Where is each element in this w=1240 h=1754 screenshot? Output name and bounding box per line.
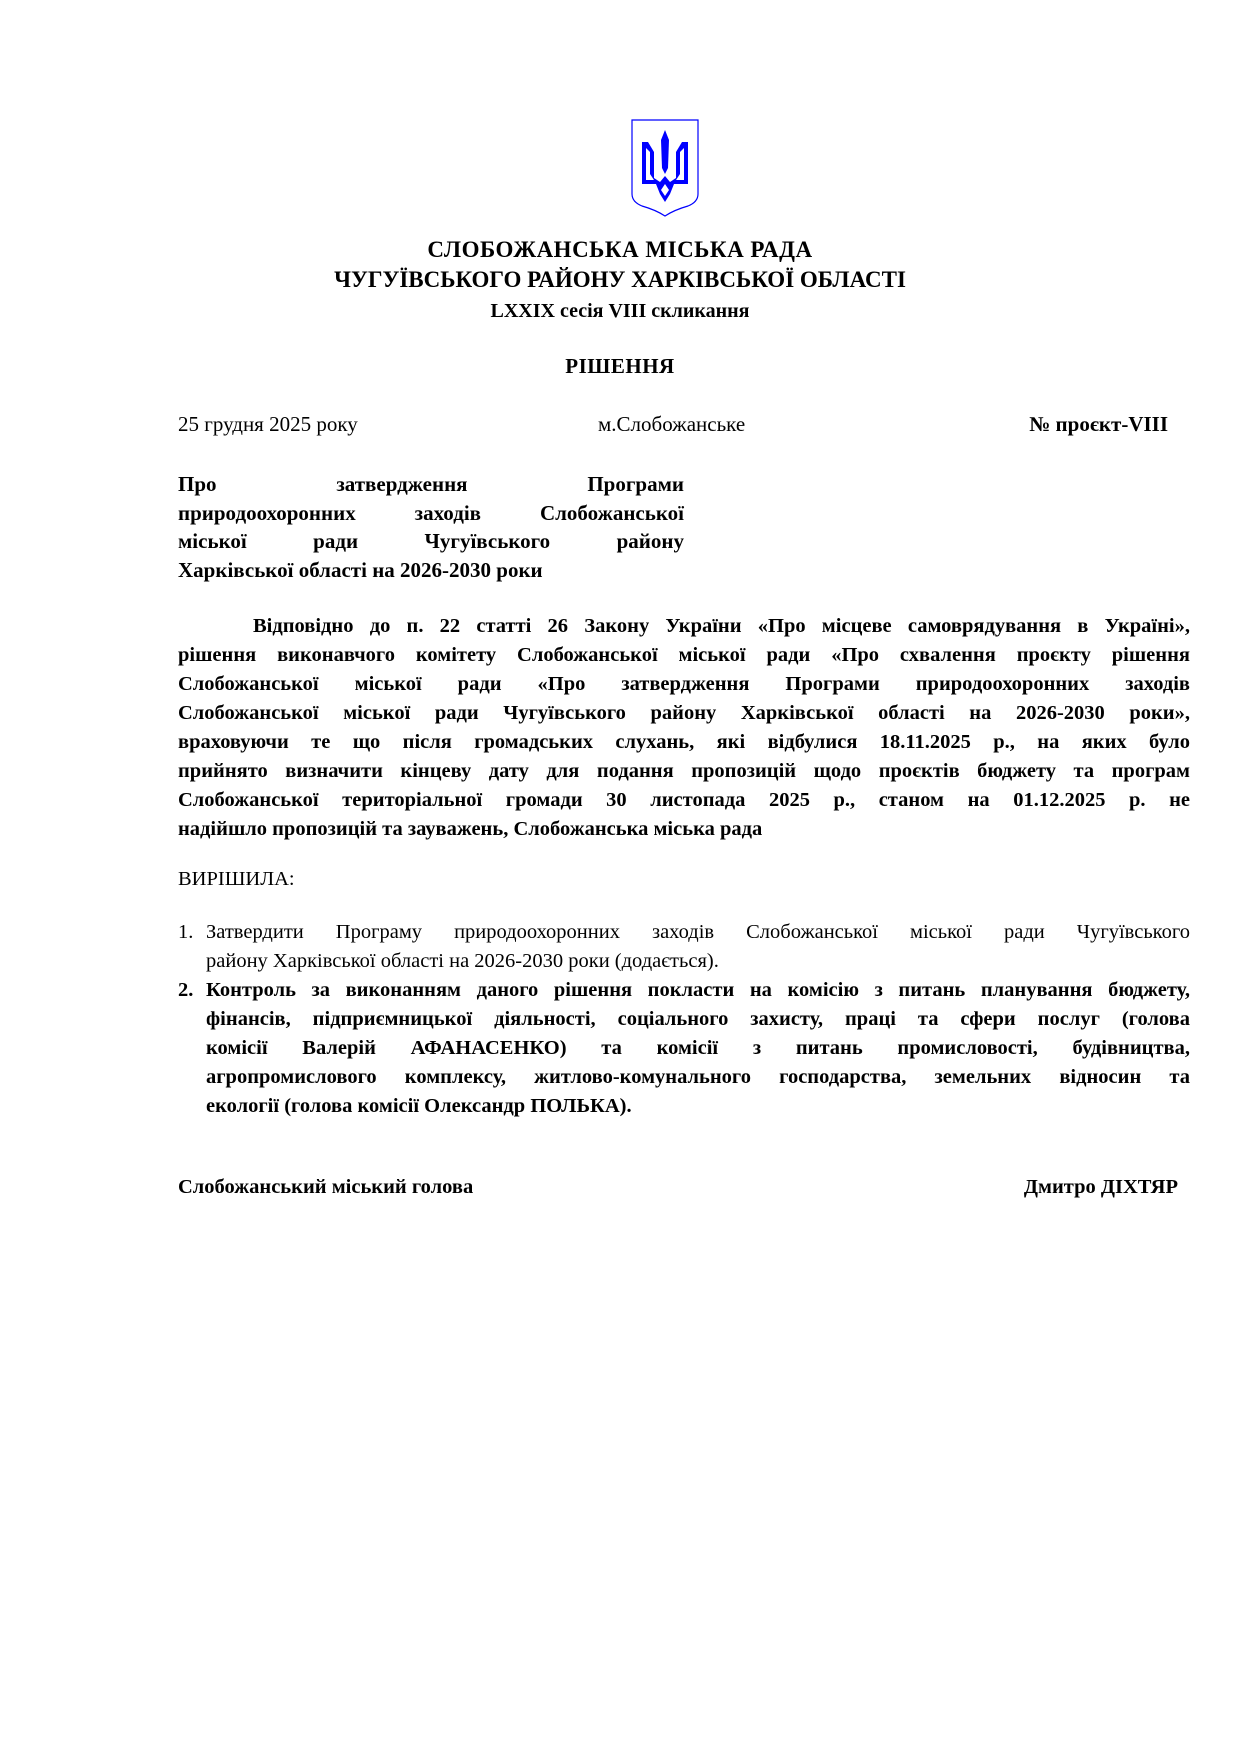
preamble-paragraph — [178, 612, 1190, 844]
decision-item-2 — [178, 976, 1190, 1121]
decision-items — [178, 918, 1190, 1121]
signatory-name: Дмитро ДІХТЯР — [1023, 1176, 1178, 1198]
item-line: комісії Валерій АФАНАСЕНКО) та комісії з питань промисловості, будівництва, — [206, 1037, 1190, 1059]
subject-line: Про затвердження Програми — [178, 472, 684, 496]
decision-item-1 — [178, 918, 1190, 976]
document-meta — [178, 412, 1168, 440]
signature-block — [178, 1176, 1178, 1206]
preamble-line: Слобожанської міської ради Чугуївського району Харківської області на 2026-2030 роки», — [178, 702, 1190, 724]
document-number: № проєкт-VIII — [1029, 412, 1168, 436]
item-line: Контроль за виконанням даного рішення покласти на комісію з питань планування бюджету, — [206, 979, 1190, 1001]
preamble-line: враховуючи те що після громадських слухань, які відбулися 18.11.2025 р., на яких було — [178, 731, 1190, 753]
document-title: РІШЕННЯ — [565, 354, 675, 378]
preamble-line: Слобожанської територіальної громади 30 листопада 2025 р., станом на 01.12.2025 р. не — [178, 789, 1190, 811]
subject-line: міської ради Чугуївського району — [178, 529, 684, 553]
subject-line: природоохоронних заходів Слобожанської — [178, 500, 684, 525]
decision-subject — [178, 470, 684, 584]
session-info: LXXIX сесія VIII скликання — [490, 300, 750, 322]
preamble-line: Слобожанської міської ради «Про затвердження Програми природоохоронних заходів — [178, 673, 1190, 695]
preamble-line: рішення виконавчого комітету Слобожанської міської ради «Про схвалення проєкту рішення — [178, 644, 1190, 666]
district-name: ЧУГУЇВСЬКОГО РАЙОНУ ХАРКІВСЬКОЇ ОБЛАСТІ — [334, 267, 906, 292]
resolved-label: ВИРІШИЛА: — [178, 868, 295, 890]
document-date: 25 грудня 2025 року — [178, 412, 358, 436]
item-line: фінансів, підприємницької діяльності, соціального захисту, праці та сфери послуг (голова — [206, 1008, 1190, 1030]
ukraine-coat-of-arms-icon — [630, 118, 700, 218]
subject-line: Харківської області на 2026-2030 роки — [178, 557, 543, 582]
preamble-line: надійшло пропозицій та зауважень, Слобожанська міська рада — [178, 818, 763, 840]
item-line: агропромислового комплексу, житлово-комунального господарства, земельних відносин та — [206, 1066, 1190, 1088]
council-name: СЛОБОЖАНСЬКА МІСЬКА РАДА — [427, 237, 813, 262]
item-line: екології (голова комісії Олександр ПОЛЬКА). — [206, 1095, 632, 1117]
item-number: 1. — [178, 921, 194, 943]
signatory-position: Слобожанський міський голова — [178, 1176, 474, 1198]
item-number: 2. — [178, 979, 194, 1001]
item-line: району Харківської області на 2026-2030 роки (додається). — [206, 950, 719, 972]
preamble-line: Відповідно до п. 22 статті 26 Закону України «Про місцеве самоврядування в Україні», — [253, 615, 1190, 637]
item-line: Затвердити Програму природоохоронних заходів Слобожанської міської ради Чугуївського — [206, 921, 1190, 943]
document-place: м.Слобожанське — [598, 412, 746, 436]
preamble-line: прийнято визначити кінцеву дату для подання пропозицій щодо проєктів бюджету та програм — [178, 760, 1190, 782]
